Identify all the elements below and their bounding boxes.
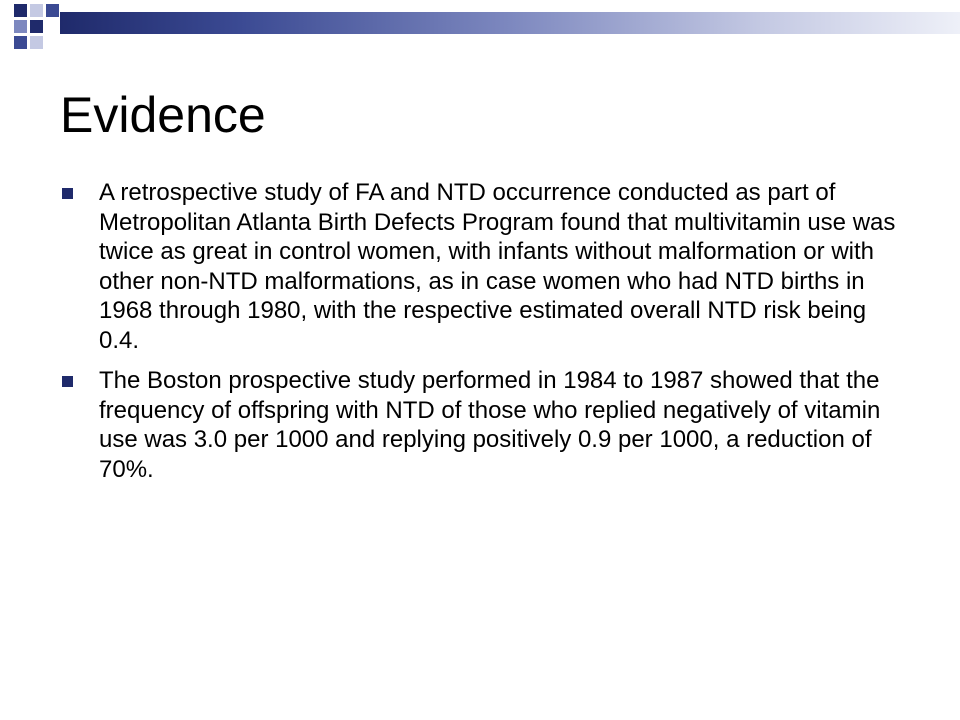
decor-square-3 <box>46 4 59 17</box>
bullet-text: A retrospective study of FA and NTD occurrence conducted as part of Metropolitan Atlanta Birth Defects Program found that multivitamin use was twice as great in control women, with infants without malformation or with other non-NTD malformations, as in case women who had NTD births in 1968 through 1980, with the respective estimated overall NTD risk being 0.4. <box>99 179 896 354</box>
square-bullet-icon <box>62 188 73 199</box>
bullet-list <box>60 178 910 495</box>
decor-square-7 <box>30 36 43 49</box>
slide-title: Evidence <box>60 87 266 143</box>
square-bullet-icon <box>62 376 73 387</box>
decor-square-6 <box>14 36 27 49</box>
decor-square-5 <box>30 20 43 33</box>
decor-square-1 <box>14 4 27 17</box>
bullet-text: The Boston prospective study performed in 1984 to 1987 showed that the frequency of offspring with NTD of those who replied negatively of vitamin use was 3.0 per 1000 and replying positively 0.9 per 1000, a reduction of 70%. <box>99 367 881 483</box>
header-decoration <box>0 0 960 60</box>
header-gradient-bar <box>60 12 960 34</box>
bullet-item-boston-study <box>60 366 910 484</box>
decor-square-2 <box>30 4 43 17</box>
decor-square-4 <box>14 20 27 33</box>
bullet-item-retrospective-study <box>60 178 910 355</box>
